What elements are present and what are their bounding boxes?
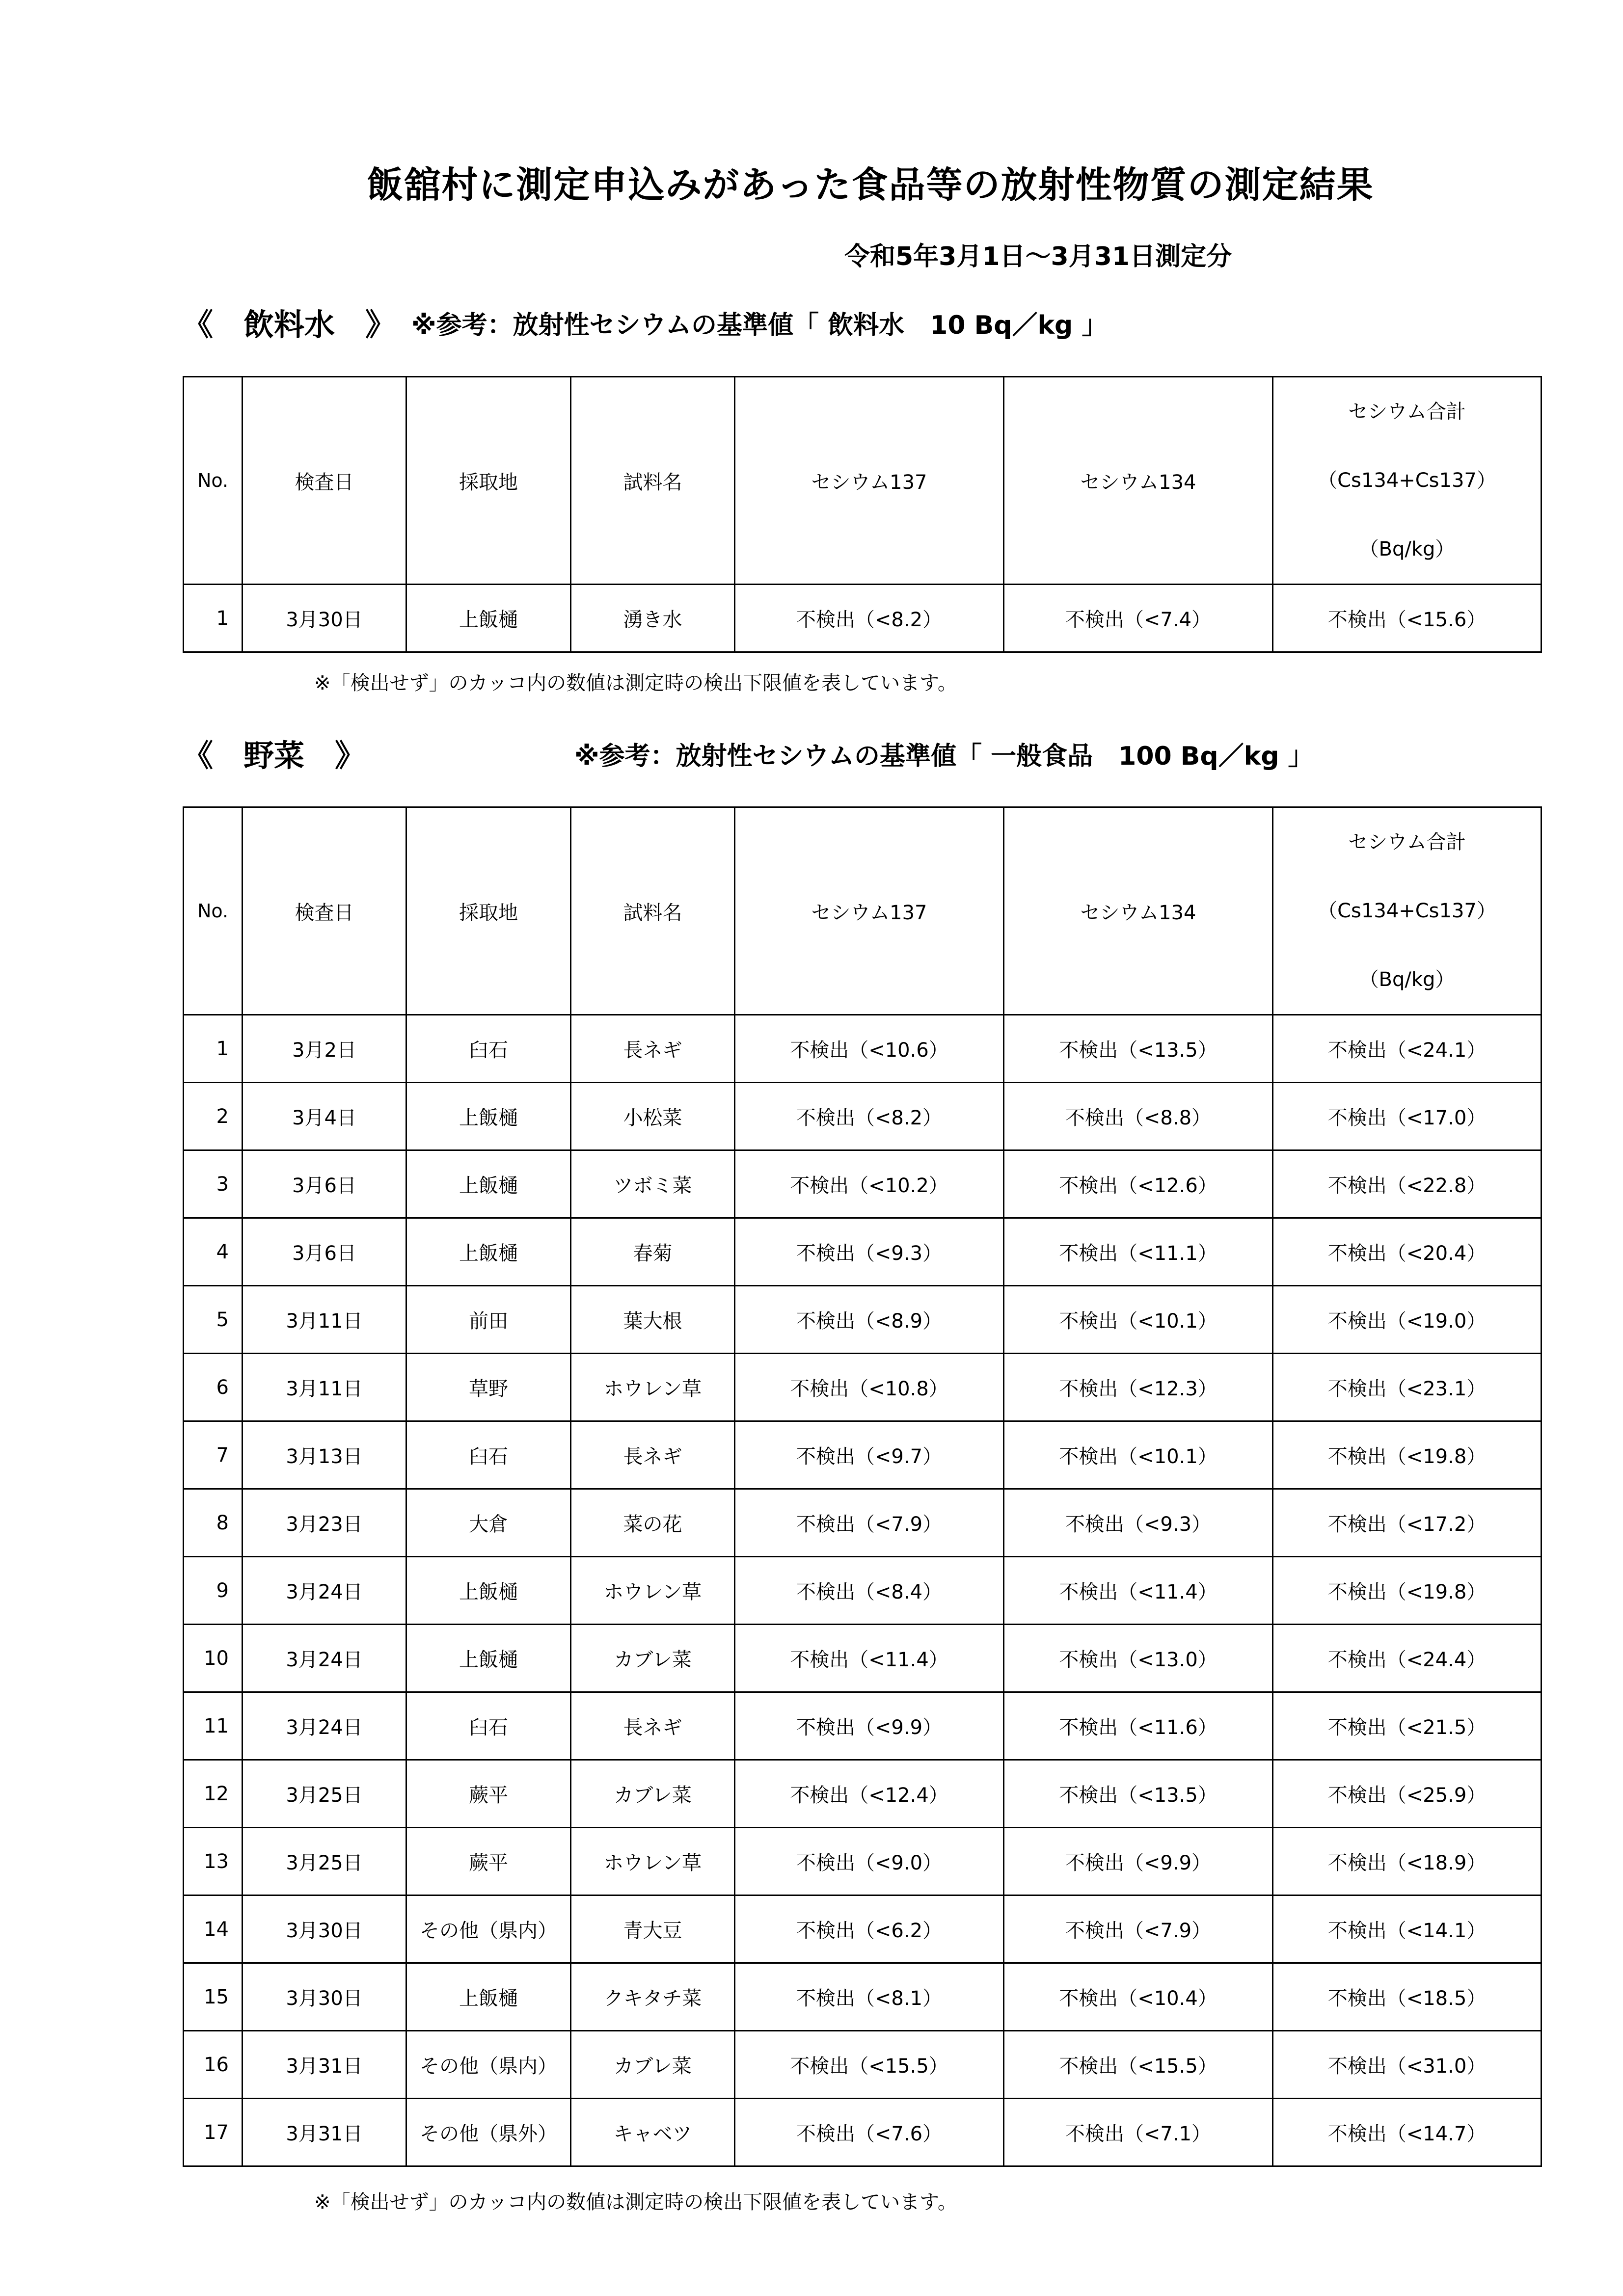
table-row [184,1083,1542,1150]
cell-cs137: 不検出（<10.2） [735,1150,1004,1218]
cell-date: 3月25日 [243,1828,406,1896]
cell-date: 3月4日 [243,1083,406,1150]
table-row [184,1150,1542,1218]
cell-place: 蕨平 [406,1828,571,1896]
cell-sample: 長ネギ [571,1421,735,1489]
cell-cs134: 不検出（<10.1） [1004,1421,1273,1489]
cell-no: 9 [184,1557,243,1625]
cell-no: 15 [184,1963,243,2031]
cell-cs134: 不検出（<13.0） [1004,1625,1273,1692]
cell-date: 3月25日 [243,1760,406,1828]
cell-cs137: 不検出（<8.9） [735,1286,1004,1354]
column-header-no: No. [184,807,243,1015]
table-row [184,1625,1542,1692]
cell-sample: 葉大根 [571,1286,735,1354]
cell-total: 不検出（<19.8） [1273,1421,1542,1489]
cell-no: 8 [184,1489,243,1557]
cell-no: 10 [184,1625,243,1692]
cell-cs134: 不検出（<8.8） [1004,1083,1273,1150]
cell-total: 不検出（<20.4） [1273,1218,1542,1286]
cell-cs137: 不検出（<8.2） [735,585,1004,652]
table-row [184,1489,1542,1557]
cell-place: その他（県内） [406,2031,571,2099]
cell-cs134: 不検出（<7.4） [1004,585,1273,652]
water-table [183,376,1542,653]
cell-date: 3月24日 [243,1557,406,1625]
cell-cs137: 不検出（<8.2） [735,1083,1004,1150]
cell-no: 14 [184,1896,243,1963]
cell-no: 12 [184,1760,243,1828]
cell-total: 不検出（<22.8） [1273,1150,1542,1218]
cell-date: 3月30日 [243,1896,406,1963]
cell-place: 臼石 [406,1692,571,1760]
cell-cs134: 不検出（<11.4） [1004,1557,1273,1625]
note-vegetables: ※「検出せず」のカッコ内の数値は測定時の検出下限値を表しています。 [314,2191,957,2214]
cell-date: 3月31日 [243,2099,406,2166]
cell-cs137: 不検出（<9.0） [735,1828,1004,1896]
cell-date: 3月30日 [243,585,406,652]
cell-sample: カブレ菜 [571,1760,735,1828]
table-row [184,1421,1542,1489]
table-header-row [184,807,1542,1015]
cell-place: 上飯樋 [406,1963,571,2031]
cell-place: 前田 [406,1286,571,1354]
cell-sample: 菜の花 [571,1489,735,1557]
cell-sample: 長ネギ [571,1692,735,1760]
column-header-cs137: セシウム137 [735,377,1004,585]
cell-no: 2 [184,1083,243,1150]
cell-total: 不検出（<19.8） [1273,1557,1542,1625]
cell-sample: キャベツ [571,2099,735,2166]
cell-sample: クキタチ菜 [571,1963,735,2031]
cell-place: その他（県外） [406,2099,571,2166]
cell-cs134: 不検出（<9.3） [1004,1489,1273,1557]
table-row [184,1015,1542,1083]
cell-cs134: 不検出（<10.4） [1004,1963,1273,2031]
cell-cs134: 不検出（<11.1） [1004,1218,1273,1286]
cell-cs134: 不検出（<13.5） [1004,1760,1273,1828]
cell-total: 不検出（<17.0） [1273,1083,1542,1150]
column-header-place: 採取地 [406,377,571,585]
reference-water: ※参考：放射性セシウムの基準値「 飲料水 10 Bq／kg 」 [411,311,1108,340]
cell-cs134: 不検出（<12.6） [1004,1150,1273,1218]
cell-place: 臼石 [406,1421,571,1489]
cell-cs137: 不検出（<10.8） [735,1354,1004,1421]
cell-date: 3月13日 [243,1421,406,1489]
column-header-total [1273,807,1542,1015]
column-header-cs134: セシウム134 [1004,807,1273,1015]
cell-no: 17 [184,2099,243,2166]
cell-total: 不検出（<23.1） [1273,1354,1542,1421]
column-header-date: 検査日 [243,377,406,585]
cell-place: 大倉 [406,1489,571,1557]
cell-cs134: 不検出（<7.1） [1004,2099,1273,2166]
cell-cs134: 不検出（<9.9） [1004,1828,1273,1896]
cell-cs134: 不検出（<15.5） [1004,2031,1273,2099]
table-row [184,1218,1542,1286]
cell-total: 不検出（<19.0） [1273,1286,1542,1354]
cell-cs134: 不検出（<7.9） [1004,1896,1273,1963]
cell-place: 上飯樋 [406,585,571,652]
cell-cs134: 不検出（<13.5） [1004,1015,1273,1083]
cell-place: 蕨平 [406,1760,571,1828]
cell-cs134: 不検出（<10.1） [1004,1286,1273,1354]
water-table-body [184,585,1542,652]
measurement-period: 令和5年3月1日～3月31日測定分 [844,242,1232,271]
total-header-line1: セシウム合計 [1348,831,1466,854]
column-header-no: No. [184,377,243,585]
cell-date: 3月30日 [243,1963,406,2031]
cell-date: 3月24日 [243,1692,406,1760]
cell-total: 不検出（<15.6） [1273,585,1542,652]
cell-date: 3月6日 [243,1218,406,1286]
vegetables-table [183,806,1542,2167]
cell-date: 3月24日 [243,1625,406,1692]
cell-no: 11 [184,1692,243,1760]
cell-cs137: 不検出（<10.6） [735,1015,1004,1083]
cell-place: 上飯樋 [406,1625,571,1692]
cell-sample: ツボミ菜 [571,1150,735,1218]
table-row [184,1557,1542,1625]
column-header-cs134: セシウム134 [1004,377,1273,585]
cell-total: 不検出（<17.2） [1273,1489,1542,1557]
cell-no: 13 [184,1828,243,1896]
cell-total: 不検出（<24.1） [1273,1015,1542,1083]
table-row [184,1828,1542,1896]
total-header-line2: （Cs134+Cs137） [1318,900,1496,922]
cell-place: 上飯樋 [406,1083,571,1150]
cell-total: 不検出（<14.7） [1273,2099,1542,2166]
cell-place: 上飯樋 [406,1150,571,1218]
cell-cs137: 不検出（<12.4） [735,1760,1004,1828]
column-header-date: 検査日 [243,807,406,1015]
cell-cs137: 不検出（<15.5） [735,2031,1004,2099]
column-header-cs137: セシウム137 [735,807,1004,1015]
table-row [184,1963,1542,2031]
cell-no: 16 [184,2031,243,2099]
cell-cs134: 不検出（<12.3） [1004,1354,1273,1421]
table-row [184,2099,1542,2166]
cell-sample: カブレ菜 [571,2031,735,2099]
table-header-row [184,377,1542,585]
cell-date: 3月11日 [243,1286,406,1354]
table-row [184,1286,1542,1354]
cell-sample: 小松菜 [571,1083,735,1150]
page-title: 飯舘村に測定申込みがあった食品等の放射性物質の測定結果 [367,164,1374,206]
table-row [184,585,1542,652]
cell-sample: ホウレン草 [571,1828,735,1896]
table-row [184,1692,1542,1760]
cell-total: 不検出（<18.9） [1273,1828,1542,1896]
total-header-line3: （Bq/kg） [1359,968,1455,991]
cell-date: 3月23日 [243,1489,406,1557]
cell-no: 5 [184,1286,243,1354]
note-water: ※「検出せず」のカッコ内の数値は測定時の検出下限値を表しています。 [314,672,957,694]
cell-sample: 湧き水 [571,585,735,652]
total-header-line1: セシウム合計 [1348,400,1466,423]
cell-sample: 春菊 [571,1218,735,1286]
cell-date: 3月2日 [243,1015,406,1083]
cell-no: 1 [184,585,243,652]
cell-no: 4 [184,1218,243,1286]
cell-date: 3月31日 [243,2031,406,2099]
cell-cs134: 不検出（<11.6） [1004,1692,1273,1760]
cell-place: 上飯樋 [406,1218,571,1286]
section-title-vegetables: 《 野菜 》 [183,738,366,774]
reference-vegetables: ※参考：放射性セシウムの基準値「 一般食品 100 Bq／kg 」 [574,742,1314,771]
cell-place: 臼石 [406,1015,571,1083]
cell-sample: 青大豆 [571,1896,735,1963]
table-row [184,1760,1542,1828]
total-header-line2: （Cs134+Cs137） [1318,469,1496,492]
table-row [184,1896,1542,1963]
cell-cs137: 不検出（<9.9） [735,1692,1004,1760]
cell-date: 3月6日 [243,1150,406,1218]
cell-cs137: 不検出（<8.4） [735,1557,1004,1625]
cell-total: 不検出（<18.5） [1273,1963,1542,2031]
cell-sample: 長ネギ [571,1015,735,1083]
cell-cs137: 不検出（<7.9） [735,1489,1004,1557]
total-header-line3: （Bq/kg） [1359,538,1455,561]
column-header-sample: 試料名 [571,377,735,585]
cell-total: 不検出（<14.1） [1273,1896,1542,1963]
column-header-sample: 試料名 [571,807,735,1015]
cell-place: 上飯樋 [406,1557,571,1625]
cell-date: 3月11日 [243,1354,406,1421]
cell-no: 6 [184,1354,243,1421]
cell-cs137: 不検出（<6.2） [735,1896,1004,1963]
column-header-total [1273,377,1542,585]
cell-total: 不検出（<31.0） [1273,2031,1542,2099]
vegetables-table-body [184,1015,1542,2166]
cell-sample: カブレ菜 [571,1625,735,1692]
cell-no: 7 [184,1421,243,1489]
cell-place: その他（県内） [406,1896,571,1963]
cell-no: 3 [184,1150,243,1218]
table-row [184,2031,1542,2099]
cell-cs137: 不検出（<9.3） [735,1218,1004,1286]
section-title-water: 《 飲料水 》 [183,307,396,343]
cell-cs137: 不検出（<7.6） [735,2099,1004,2166]
column-header-place: 採取地 [406,807,571,1015]
cell-place: 草野 [406,1354,571,1421]
cell-cs137: 不検出（<9.7） [735,1421,1004,1489]
cell-total: 不検出（<24.4） [1273,1625,1542,1692]
cell-cs137: 不検出（<8.1） [735,1963,1004,2031]
cell-total: 不検出（<25.9） [1273,1760,1542,1828]
cell-sample: ホウレン草 [571,1354,735,1421]
cell-no: 1 [184,1015,243,1083]
table-row [184,1354,1542,1421]
cell-total: 不検出（<21.5） [1273,1692,1542,1760]
cell-cs137: 不検出（<11.4） [735,1625,1004,1692]
cell-sample: ホウレン草 [571,1557,735,1625]
